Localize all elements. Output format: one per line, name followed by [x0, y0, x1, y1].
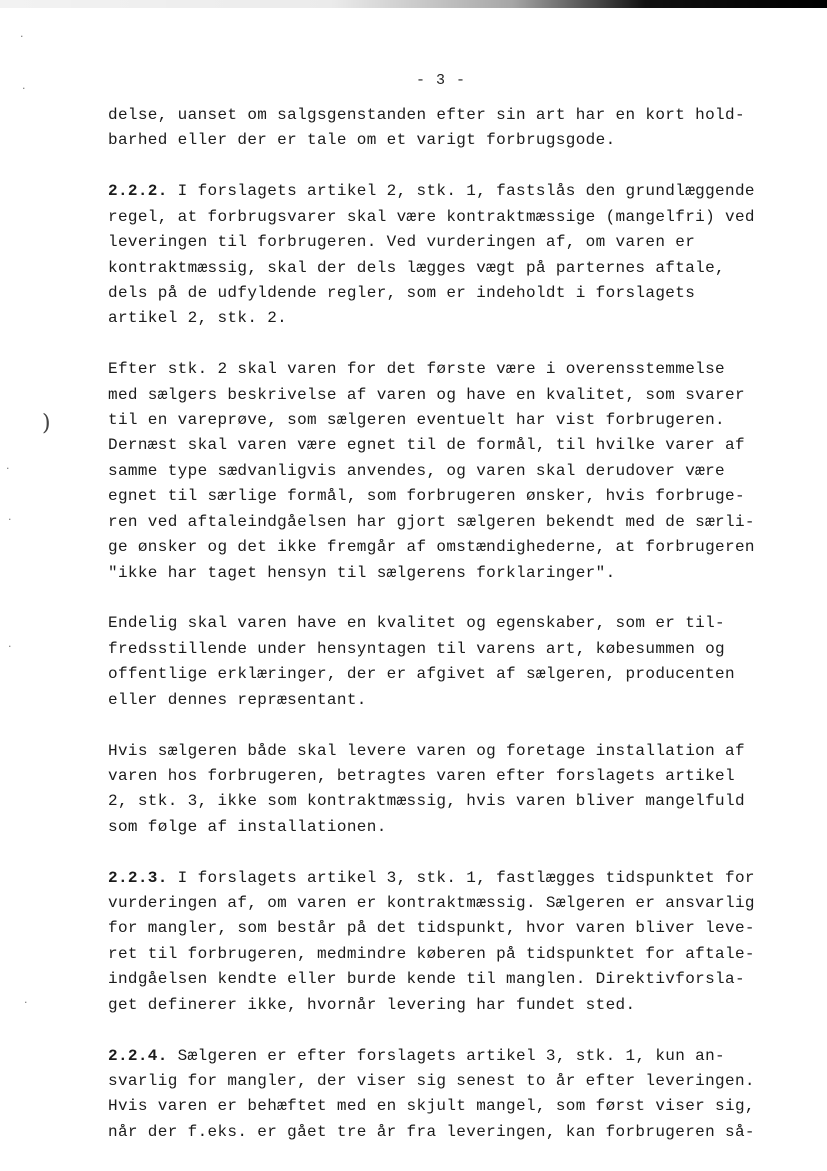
text-line: som følge af installationen. [108, 817, 387, 836]
text-line: delse, uanset om salgsgenstanden efter sin art har en kort hold- [108, 106, 745, 124]
scan-speck: · [8, 640, 12, 653]
text-line: Dernæst skal varen være egnet til de formål, til hvilke varer af [108, 436, 745, 455]
text-line: svarlig for mangler, der viser sig senest to år efter leveringen. [108, 1072, 755, 1090]
text-line: dels på de udfyldende regler, som er indeholdt i forslagets [108, 283, 696, 302]
section-2-2-2 [108, 179, 788, 331]
section-2-2-3 [108, 866, 788, 1018]
text-line: barhed eller der er tale om et varigt forbrugsgode. [108, 131, 616, 150]
page-number: - 3 - [416, 72, 467, 89]
text-line: fredsstillende under hensyntagen til varens art, købesummen og [108, 639, 725, 658]
text-line: indgåelsen kendte eller burde kende til manglen. Direktivforsla- [108, 970, 745, 989]
text-line: 2, stk. 3, ikke som kontraktmæssig, hvis varen bliver mangelfuld [108, 792, 745, 811]
scan-speck: · [8, 513, 12, 526]
paragraph [108, 357, 788, 586]
section-number: 2.2.4. [108, 1046, 168, 1065]
scan-speck: · [24, 996, 28, 1009]
document-body [108, 103, 788, 1171]
paragraph [108, 739, 788, 841]
text-line-content: I forslagets artikel 2, stk. 1, fastslås den grundlæggende [167, 182, 755, 201]
text-line: Hvis sælgeren både skal levere varen og foretage installation af [108, 741, 745, 760]
text-line [108, 179, 788, 204]
scan-speck: · [20, 30, 24, 43]
scan-punch-mark: ) [42, 411, 51, 436]
text-line: Efter stk. 2 skal varen for det første være i overensstemmelse [108, 360, 725, 379]
text-line: ge ønsker og det ikke fremgår af omstændighederne, at forbrugeren [108, 538, 755, 557]
text-line: vurderingen af, om varen er kontraktmæssig. Sælgeren er ansvarlig [108, 894, 755, 913]
text-line [108, 1044, 788, 1069]
text-line: for mangler, som består på det tidspunkt, hvor varen bliver leve- [108, 919, 755, 938]
text-line: samme type sædvanligvis anvendes, og varen skal derudover være [108, 461, 725, 480]
scan-top-edge [0, 0, 827, 8]
text-line: eller dennes repræsentant. [108, 690, 367, 709]
text-line: Hvis varen er behæftet med en skjult mangel, som først viser sig, [108, 1097, 755, 1116]
paragraph [108, 103, 788, 154]
text-line-content: Sælgeren er efter forslagets artikel 3, stk. 1, kun an- [167, 1046, 726, 1065]
section-number: 2.2.3. [108, 868, 168, 887]
text-line-content: I forslagets artikel 3, stk. 1, fastlægges tidspunktet for [167, 868, 755, 887]
text-line: ren ved aftaleindgåelsen har gjort sælgeren bekendt med de særli- [108, 512, 755, 531]
text-line: Endelig skal varen have en kvalitet og egenskaber, som er til- [108, 614, 725, 633]
text-line: kontraktmæssig, skal der dels lægges vægt på parternes aftale, [108, 258, 725, 277]
section-number: 2.2.2. [108, 182, 168, 201]
section-2-2-4 [108, 1044, 788, 1146]
text-line: regel, at forbrugsvarer skal være kontraktmæssige (mangelfri) ved [108, 207, 755, 226]
text-line: egnet til særlige formål, som forbrugeren ønsker, hvis forbruge- [108, 487, 745, 506]
text-line: når der f.eks. er gået tre år fra leveringen, kan forbrugeren så- [108, 1122, 755, 1141]
text-line [108, 866, 788, 891]
scan-speck: · [6, 462, 10, 475]
text-line: til en vareprøve, som sælgeren eventuelt har vist forbrugeren. [108, 411, 725, 430]
text-line: "ikke har taget hensyn til sælgerens forklaringer". [108, 563, 616, 582]
text-line: varen hos forbrugeren, betragtes varen efter forslagets artikel [108, 766, 735, 785]
text-line: artikel 2, stk. 2. [108, 309, 288, 328]
text-line: offentlige erklæringer, der er afgivet af sælgeren, producenten [108, 665, 735, 684]
text-line: med sælgers beskrivelse af varen og have en kvalitet, som svarer [108, 385, 745, 404]
text-line: ret til forbrugeren, medmindre køberen på tidspunktet for aftale- [108, 944, 755, 963]
scan-speck: · [22, 82, 26, 95]
text-line: get definerer ikke, hvornår levering har fundet sted. [108, 995, 636, 1014]
text-line: leveringen til forbrugeren. Ved vurderingen af, om varen er [108, 233, 696, 252]
paragraph [108, 611, 788, 713]
